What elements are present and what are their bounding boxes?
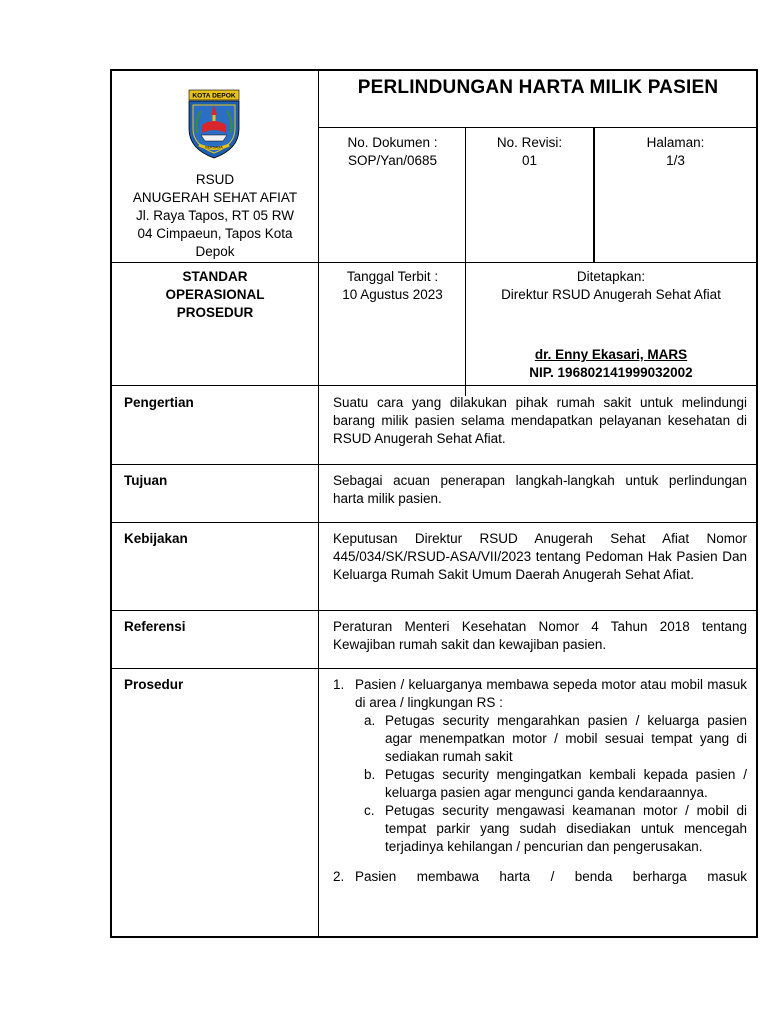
prosedur-label: Prosedur [124, 677, 184, 692]
substep-number: c. [364, 803, 375, 818]
divider-pengertian [110, 385, 758, 386]
list-item [355, 802, 747, 856]
page-number [595, 134, 756, 170]
substep-number: a. [364, 713, 376, 728]
border-top [110, 69, 758, 71]
issue-date-value: 10 Agustus 2023 [342, 287, 443, 302]
svg-text:BERSAMA: BERSAMA [205, 145, 223, 150]
border-right [756, 69, 758, 938]
approval-block [466, 268, 756, 304]
sop-line-1: STANDAR [182, 269, 248, 284]
hospital-address: Jl. Raya Tapos, RT 05 RW 04 Cimpaeun, Tapos Kota Depok [135, 208, 295, 259]
pengertian-text: Suatu cara yang dilakukan pihak rumah sakit untuk melindungi barang milik pasien selama mendapatkan pelayanan kesehatan di RSUD Anugerah Sehat Afiat. [333, 395, 747, 446]
doc-number [320, 134, 465, 170]
sop-label [120, 268, 310, 322]
page-title: PERLINDUNGAN HARTA MILIK PASIEN [357, 77, 719, 98]
approval-label: Ditetapkan: [576, 269, 646, 284]
revision-label: No. Revisi: [496, 135, 563, 150]
page-number-value: 1/3 [666, 153, 685, 168]
divider-col-label [318, 69, 319, 938]
kebijakan-text: Keputusan Direktur RSUD Anugerah Sehat Afiat Nomor 445/034/SK/RSUD-ASA/VII/2023 tentang Pedoman Hak Pasien Dan Keluarga Rumah Sakit Umum Daerah Anugerah Sehat Afiat. [333, 531, 747, 582]
tujuan-label: Tujuan [124, 473, 168, 488]
kebijakan-label: Kebijakan [124, 531, 188, 546]
issue-date-label: Tanggal Terbit : [346, 269, 439, 284]
approval-by: Direktur RSUD Anugerah Sehat Afiat [501, 287, 721, 302]
divider-kebijakan [110, 522, 758, 523]
substep-text: Petugas security mengingatkan kembali kepada pasien / keluarga pasien agar mengunci ganda kendaraannya. [385, 767, 747, 800]
step-text: Pasien membawa harta / benda berharga masuk [355, 869, 747, 884]
doc-number-label: No. Dokumen : [347, 135, 438, 150]
issue-date [320, 268, 465, 304]
svg-text:KOTA DEPOK: KOTA DEPOK [192, 92, 236, 100]
substep-text: Petugas security mengawasi keamanan motor / mobil di tempat parkir yang sudah disediakan untuk mencegah terjadinya kehilangan / pencurian dan pengerusakan. [385, 803, 747, 854]
page-number-label: Halaman: [646, 135, 705, 150]
list-item [355, 766, 747, 802]
referensi-text: Peraturan Menteri Kesehatan Nomor 4 Tahun 2018 tentang Kewajiban rumah sakit dan kewajiban pasien. [333, 619, 747, 652]
divider-title-row [318, 127, 758, 128]
revision [466, 134, 593, 170]
kota-depok-logo [185, 89, 243, 159]
border-bottom [110, 936, 758, 938]
doc-number-value: SOP/Yan/0685 [347, 153, 438, 168]
step-number: 2. [333, 869, 345, 884]
substep-number: b. [364, 767, 376, 782]
pengertian-label: Pengertian [124, 395, 194, 410]
list-item [333, 676, 747, 856]
sop-document [110, 69, 758, 938]
sop-line-2: OPERASIONAL [165, 287, 265, 302]
divider-header-row [110, 262, 758, 263]
referensi-label: Referensi [124, 619, 186, 634]
signer-block [466, 346, 756, 382]
list-item [333, 868, 747, 886]
step-text: Pasien / keluarganya membawa sepeda motor atau mobil masuk di area / lingkungan RS : [355, 677, 747, 710]
divider-referensi [110, 610, 758, 611]
list-spacer [333, 856, 747, 868]
list-item [355, 712, 747, 766]
revision-value: 01 [521, 153, 538, 168]
sop-line-3: PROSEDUR [176, 305, 254, 320]
tujuan-text: Sebagai acuan penerapan langkah-langkah untuk perlindungan harta milik pasien. [333, 473, 747, 506]
hospital-info [120, 171, 310, 261]
step-number: 1. [333, 677, 345, 692]
divider-prosedur [110, 668, 758, 669]
border-left [110, 69, 112, 938]
signer-nip: NIP. 196802141999032002 [529, 365, 693, 380]
hospital-name: ANUGERAH SEHAT AFIAT [132, 190, 298, 205]
signer-name: dr. Enny Ekasari, MARS [534, 347, 688, 362]
divider-tujuan [110, 464, 758, 465]
prosedur-list [333, 676, 747, 934]
hospital-type: RSUD [195, 172, 235, 187]
substep-text: Petugas security mengarahkan pasien / keluarga pasien agar menempatkan motor / mobil sesuai tempat yang di sediakan rumah sakit [385, 713, 747, 764]
